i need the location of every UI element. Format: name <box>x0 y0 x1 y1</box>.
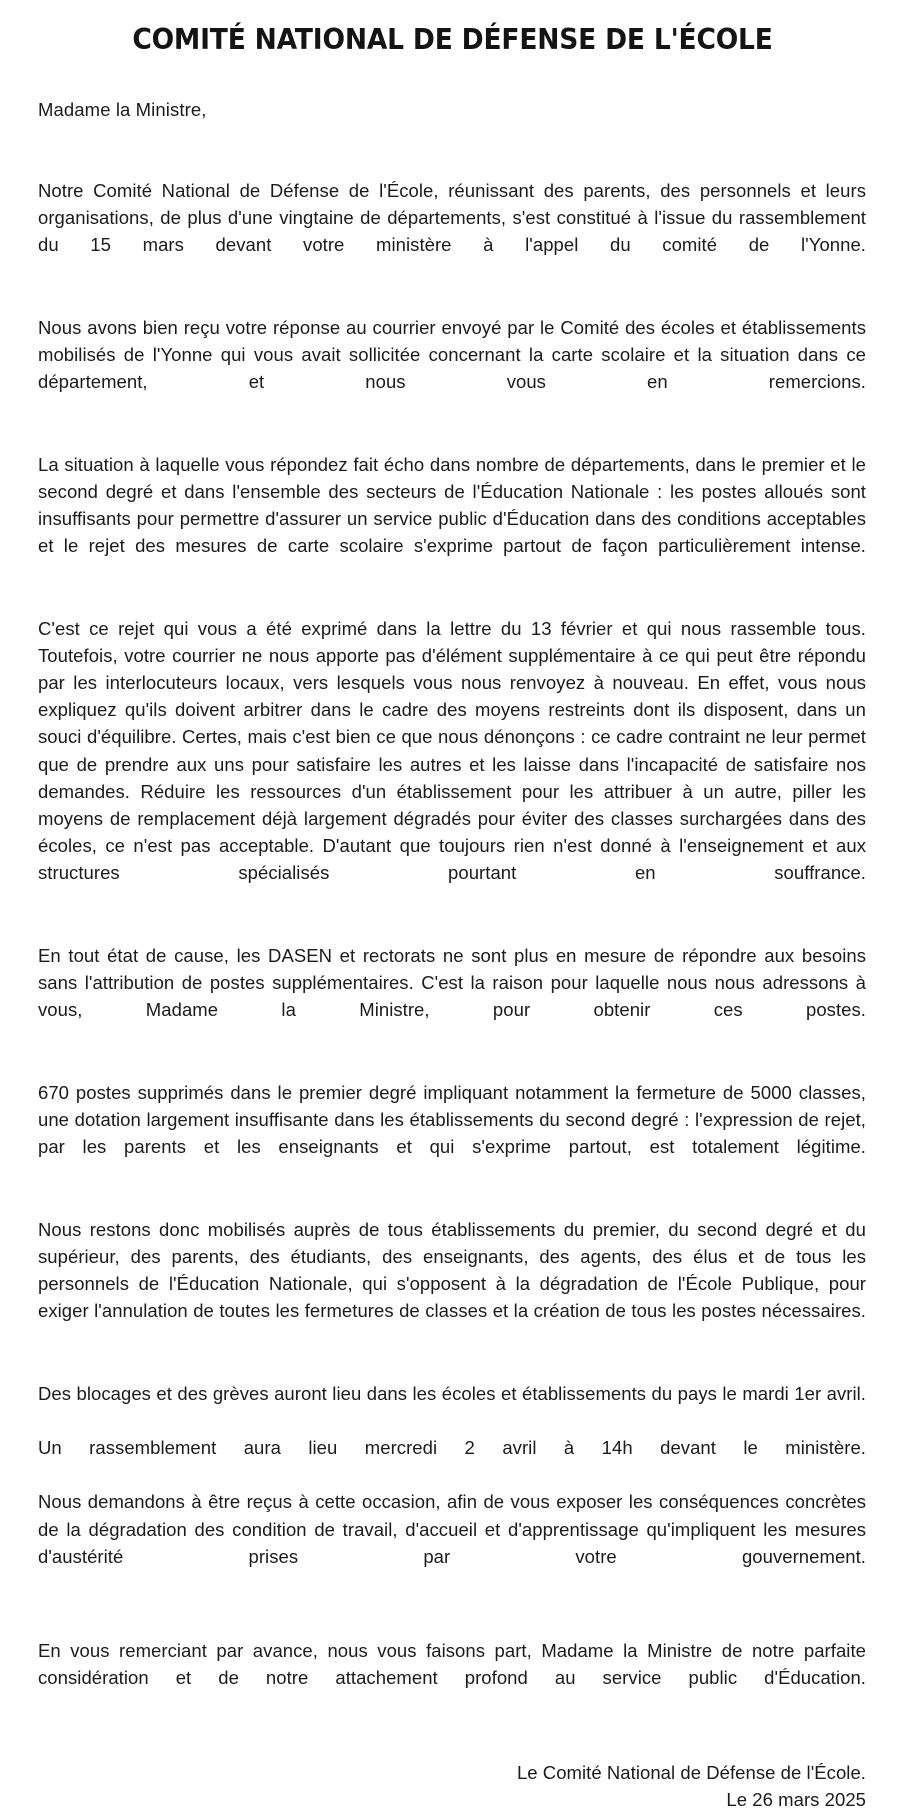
paragraph-1: Notre Comité National de Défense de l'École, réunissant des parents, des personnels et leurs organisations, de plus d'une vingtaine de départements, s'est constitué à l'issue du rassemblement du 15 mars devant votre ministère à l'appel du comité de l'Yonne. <box>38 180 866 256</box>
mobilisation-line-2: Un rassemblement aura lieu mercredi 2 avril à 14h devant le ministère. <box>38 1436 866 1458</box>
paragraph-6-figures: 670 postes supprimés dans le premier degré impliquant notamment la fermeture de 5000 classes, une dotation largement insuffisante dans les établissements du second degré : l'expression de rejet, par les parents et les enseignants et qui s'exprime partout, est totalement légitime. <box>38 1081 866 1158</box>
spacer <box>38 1051 866 1079</box>
spacer <box>38 423 866 451</box>
signature-block <box>38 1759 866 1813</box>
salutation: Madame la Ministre, <box>38 99 207 120</box>
paragraph-3: La situation à laquelle vous répondez fait écho dans nombre de départements, dans le premier et le second degré et dans l'ensemble des secteurs de l'Éducation Nationale : les postes alloués sont insuffisants pour permettre d'assurer un service public d'Éducation dans des conditions acceptables et le rejet des mesures de carte scolaire s'exprime partout de façon particulièrement intense. <box>38 453 866 557</box>
mobilisation-line-3: Nous demandons à être reçus à cette occasion, afin de vous exposer les conséquences concrètes de la dégradation des condition de travail, d'accueil et d'apprentissage qu'impliquent les mesures d'austérité prises par votre gouvernement. <box>38 1491 866 1567</box>
paragraph-7: Nous restons donc mobilisés auprès de tous établissements du premier, du second degré et du supérieur, des parents, des étudiants, des enseignants, des agents, des élus et de tous les personnels de l'Éducation Nationale, qui s'opposent à la dégradation de l'École Publique, pour exiger l'annulation de toutes les fermetures de classes et la création de tous les postes nécessaires. <box>38 1218 866 1322</box>
spacer <box>38 587 866 615</box>
spacer <box>38 1352 866 1380</box>
spacer <box>38 1597 866 1637</box>
spacer <box>38 1719 866 1759</box>
closing-paragraph: En vous remerciant par avance, nous vous faisons part, Madame la Ministre de notre parfaite considération et de notre attachement profond au service public d'Éducation. <box>38 1640 866 1689</box>
spacer <box>38 1188 866 1216</box>
spacer <box>38 914 866 942</box>
mobilisation-line-1: Des blocages et des grèves auront lieu dans les écoles et établissements du pays le mardi 1er avril. <box>38 1382 866 1404</box>
paragraph-4: C'est ce rejet qui vous a été exprimé dans la lettre du 13 février et qui nous rassemble tous. Toutefois, votre courrier ne nous apporte pas d'élément supplémentaire à ce qui peut être répondu par les interlocuteurs locaux, vers lesquels vous nous renvoyez à nouveau. En effet, vous nous expliquez qu'ils doivent arbitrer dans le cadre des moyens restreints dont ils disposent, dans un souci d'équilibre. Certes, mais c'est bien ce que nous dénonçons : ce cadre contraint ne leur permet que de prendre aux uns pour satisfaire les autres et les laisse dans l'incapacité de satisfaire nos demandes. Réduire les ressources d'un établissement pour les attribuer à un autre, piller les moyens de remplacement déjà largement dégradés pour éviter des classes surchargées dans des écoles, ce n'est pas acceptable. D'autant que toujours rien n'est donné à l'enseignement et aux structures spécialisés pourtant en souffrance. <box>38 617 866 884</box>
paragraph-2: Nous avons bien reçu votre réponse au courrier envoyé par le Comité des écoles et établissements mobilisés de l'Yonne qui vous avait sollicitée concernant la carte scolaire et la situation dans ce département, et nous vous en remercions. <box>38 316 866 393</box>
spacer <box>38 286 866 314</box>
signature-author: Le Comité National de Défense de l'École. <box>516 1761 866 1783</box>
paragraph-5: En tout état de cause, les DASEN et rectorats ne sont plus en mesure de répondre aux besoins sans l'attribution de postes supplémentaires. C'est la raison pour laquelle nous nous adressons à vous, Madame la Ministre, pour obtenir ces postes. <box>38 944 866 1021</box>
spacer <box>38 123 866 177</box>
signature-date: Le 26 mars 2025 <box>726 1788 866 1810</box>
letter-body <box>38 96 866 1813</box>
page-title: COMITÉ NATIONAL DE DÉFENSE DE L'ÉCOLE <box>132 23 773 56</box>
